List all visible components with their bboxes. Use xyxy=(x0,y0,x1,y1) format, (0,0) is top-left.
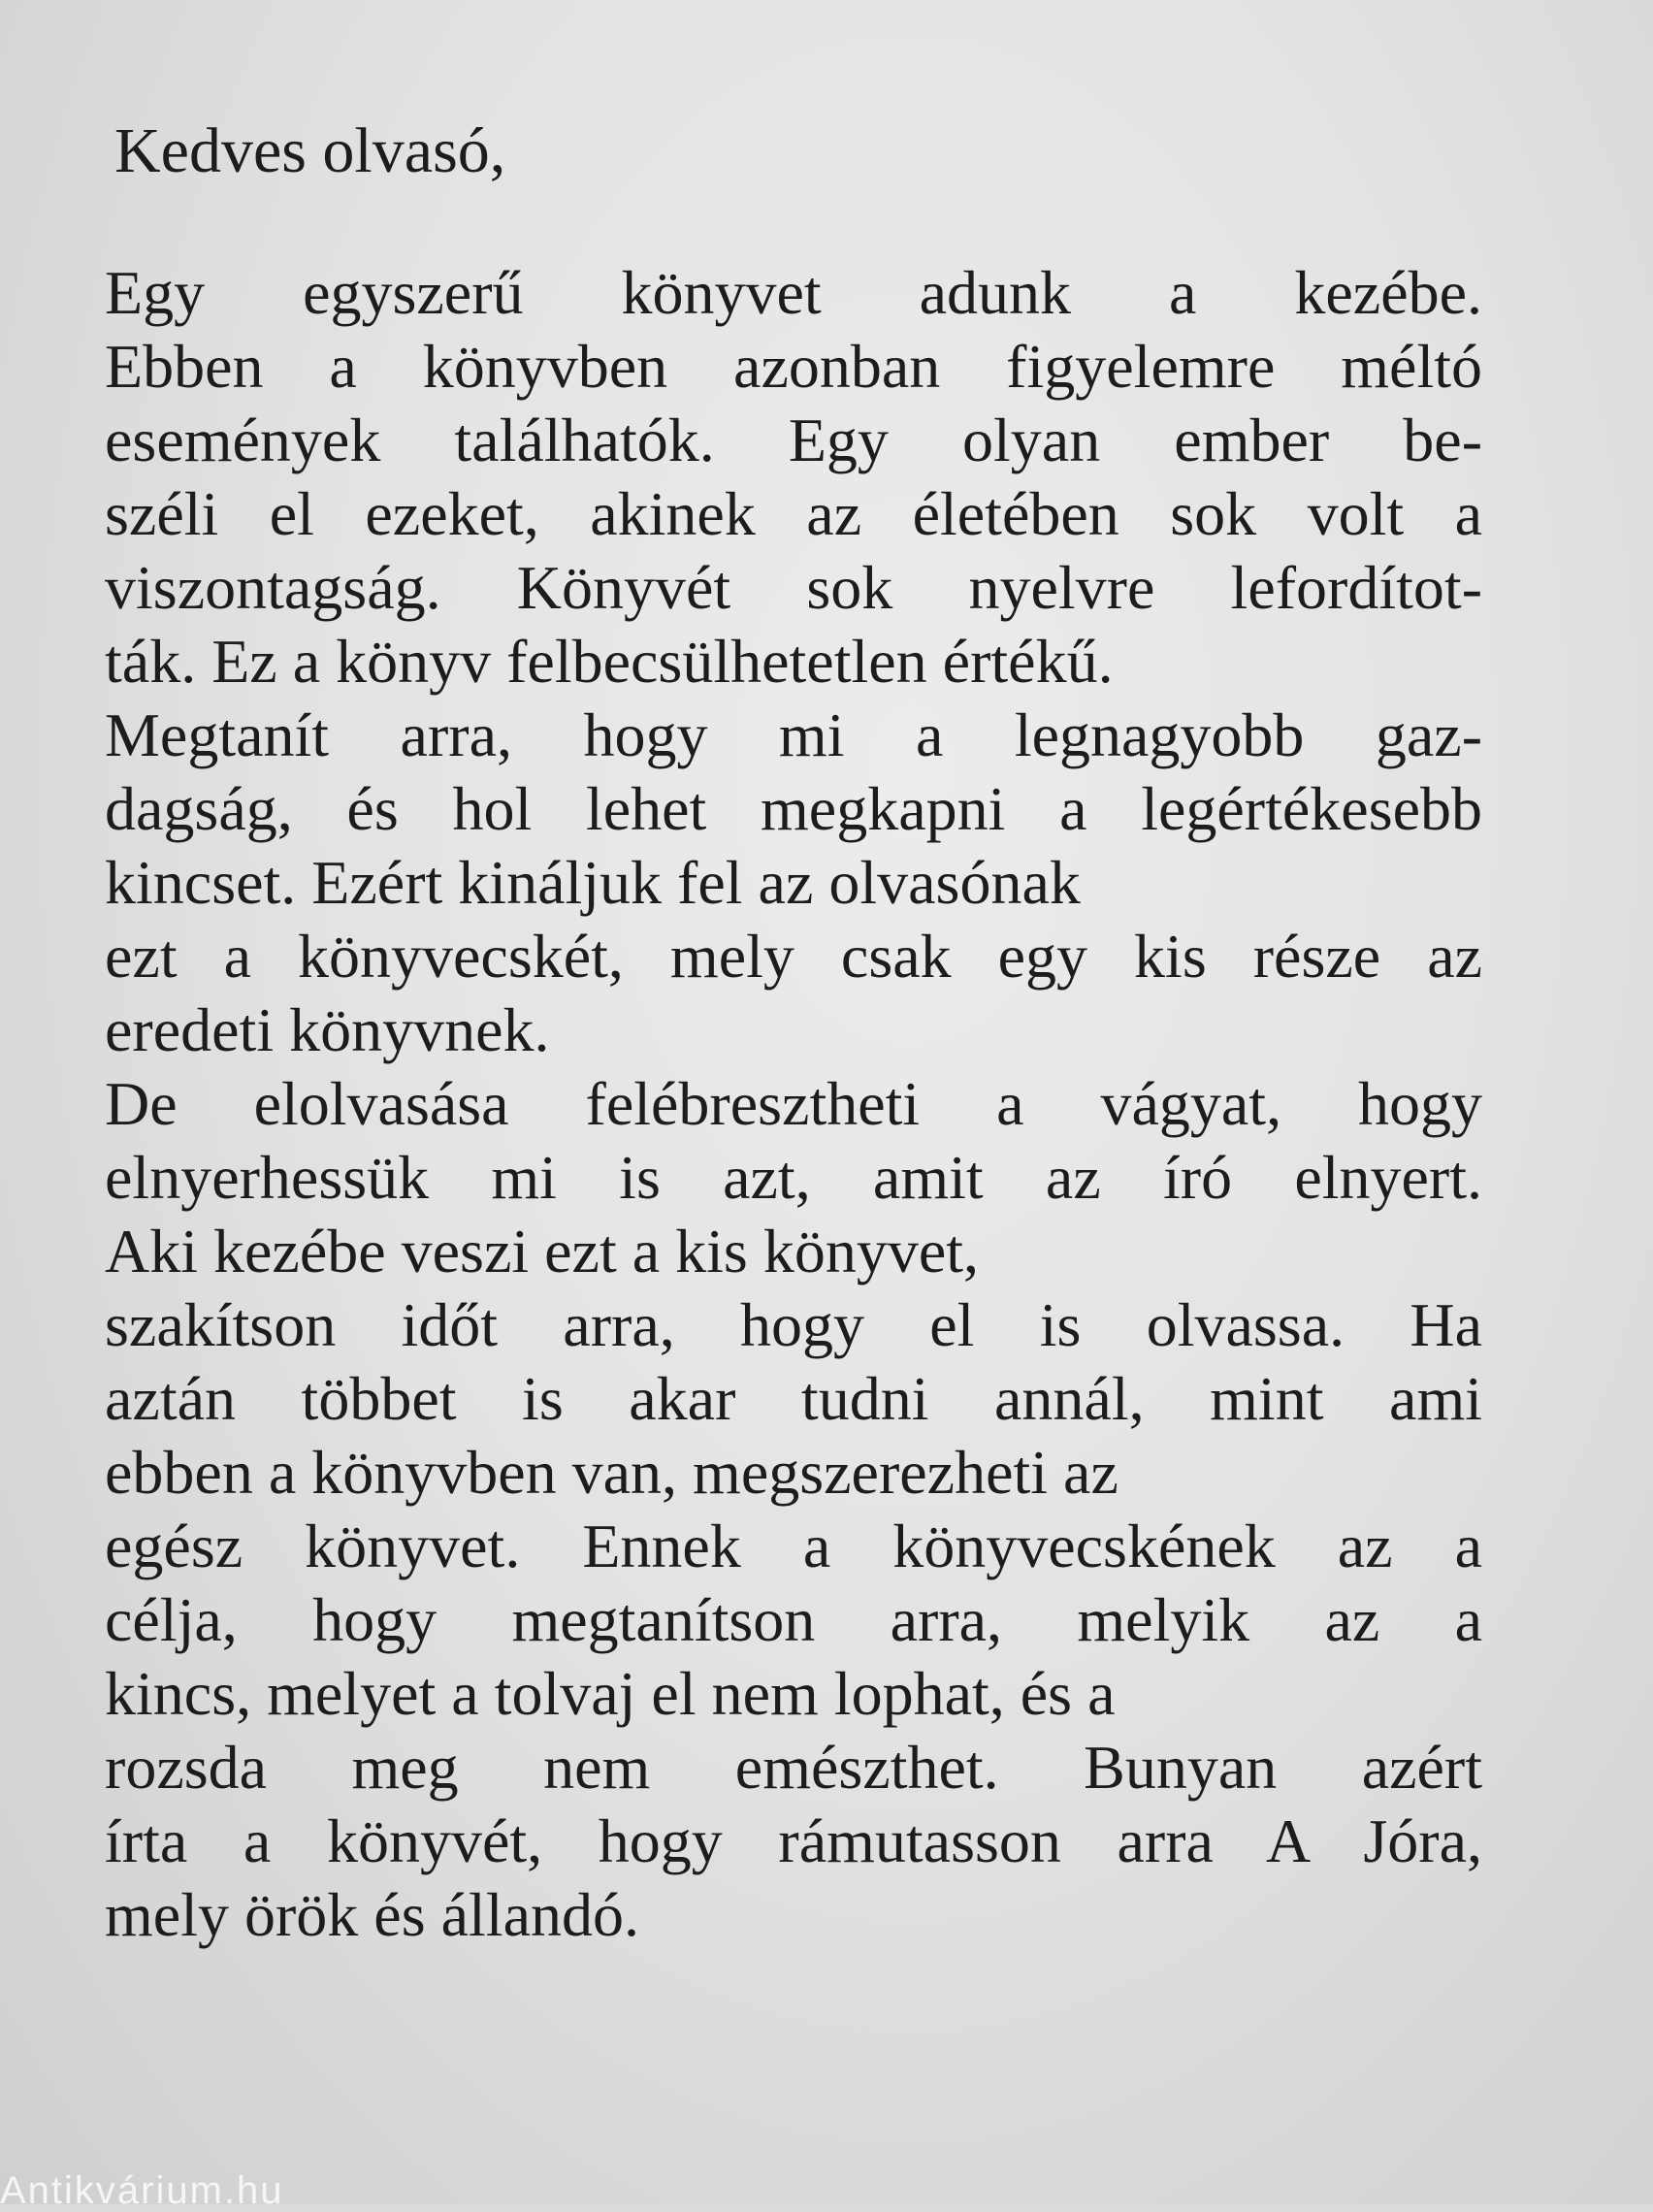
text-line: Egy egyszerű könyvet adunk a kezébe. xyxy=(105,258,1482,327)
text-line: szakítson időt arra, hogy el is olvassa. Ha xyxy=(105,1290,1482,1359)
text-line: mely örök és állandó. xyxy=(105,1880,639,1949)
text-line: ebben a könyvben van, megszerezheti az xyxy=(105,1438,1118,1507)
text-line: elnyerhessük mi is azt, amit az író elnyert. xyxy=(105,1143,1482,1212)
text-line: ták. Ez a könyv felbecsülhetetlen értékű. xyxy=(105,627,1114,696)
text-line: Aki kezébe veszi ezt a kis könyvet, xyxy=(105,1217,979,1285)
watermark: Antikvárium.hu xyxy=(0,2169,284,2212)
text-line: aztán többet is akar tudni annál, mint ami xyxy=(105,1364,1482,1433)
text-line: eredeti könyvnek. xyxy=(105,995,550,1064)
salutation: Kedves olvasó, xyxy=(114,115,506,186)
text-line: Ebben a könyvben azonban figyelemre méltó xyxy=(105,332,1482,401)
text-line: események találhatók. Egy olyan ember be- xyxy=(105,406,1482,474)
letter-body xyxy=(105,256,1482,1952)
text-line: kincs, melyet a tolvaj el nem lophat, és a xyxy=(105,1659,1116,1728)
text-line: De elolvasása felébresztheti a vágyat, hogy xyxy=(105,1069,1482,1138)
text-line: kincset. Ezért kináljuk fel az olvasónak xyxy=(105,848,1081,917)
text-line: széli el ezeket, akinek az életében sok volt a xyxy=(105,479,1482,548)
text-line: célja, hogy megtanítson arra, melyik az a xyxy=(105,1585,1482,1654)
text-line: Megtanít arra, hogy mi a legnagyobb gaz- xyxy=(105,700,1482,769)
text-line: viszontagság. Könyvét sok nyelvre lefordítot- xyxy=(105,553,1482,622)
text-line: rozsda meg nem emészthet. Bunyan azért xyxy=(105,1733,1482,1802)
text-line: írta a könyvét, hogy rámutasson arra A Jóra, xyxy=(105,1806,1482,1875)
text-line: dagság, és hol lehet megkapni a legértékesebb xyxy=(105,774,1482,843)
text-line: egész könyvet. Ennek a könyvecskének az a xyxy=(105,1512,1482,1580)
text-line: ezt a könyvecskét, mely csak egy kis része az xyxy=(105,922,1482,991)
